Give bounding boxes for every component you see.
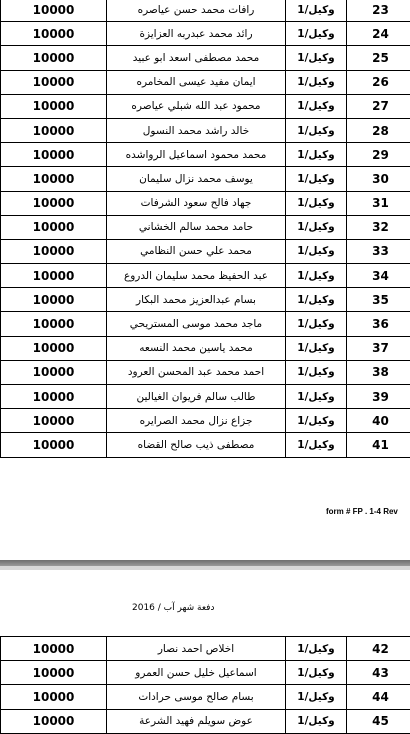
amount-cell: 10000 xyxy=(1,336,107,360)
status-cell: وكيل/1 xyxy=(286,46,347,70)
number-cell: 25 xyxy=(347,46,410,70)
amount-cell: 10000 xyxy=(1,288,107,312)
status-cell: وكيل/1 xyxy=(286,685,347,709)
name-cell: يوسف محمد نزال سليمان xyxy=(107,167,286,191)
number-cell: 37 xyxy=(347,336,410,360)
number-cell: 26 xyxy=(347,70,410,94)
amount-cell: 10000 xyxy=(1,409,107,433)
table-row xyxy=(1,0,410,22)
table-row xyxy=(1,167,410,191)
name-cell: طالب سالم فريوان الغيالين xyxy=(107,385,286,409)
table-row xyxy=(1,433,410,457)
table-body xyxy=(1,637,410,734)
table-row xyxy=(1,360,410,384)
status-cell: وكيل/1 xyxy=(286,288,347,312)
name-cell: عبد الحفيظ محمد سليمان الدروع xyxy=(107,264,286,288)
number-cell: 41 xyxy=(347,433,410,457)
amount-cell: 10000 xyxy=(1,215,107,239)
table-row xyxy=(1,191,410,215)
status-cell: وكيل/1 xyxy=(286,239,347,263)
batch-label: دفعة شهر آب / 2016 xyxy=(132,603,215,613)
beneficiaries-table-page-2 xyxy=(0,636,410,734)
status-cell: وكيل/1 xyxy=(286,409,347,433)
name-cell: محمد محمود اسماعيل الرواشده xyxy=(107,143,286,167)
number-cell: 44 xyxy=(347,685,410,709)
number-cell: 38 xyxy=(347,360,410,384)
status-cell: وكيل/1 xyxy=(286,385,347,409)
amount-cell: 10000 xyxy=(1,709,107,733)
amount-cell: 10000 xyxy=(1,685,107,709)
number-cell: 34 xyxy=(347,264,410,288)
amount-cell: 10000 xyxy=(1,360,107,384)
amount-cell: 10000 xyxy=(1,167,107,191)
amount-cell: 10000 xyxy=(1,385,107,409)
status-cell: وكيل/1 xyxy=(286,215,347,239)
table-row xyxy=(1,70,410,94)
form-reference: form # FP . 1-4 Rev xyxy=(326,507,398,516)
status-cell: وكيل/1 xyxy=(286,143,347,167)
name-cell: اخلاص احمد نصار xyxy=(107,637,286,661)
status-cell: وكيل/1 xyxy=(286,118,347,142)
name-cell: مصطفى ذيب صالح القضاه xyxy=(107,433,286,457)
table-row xyxy=(1,94,410,118)
status-cell: وكيل/1 xyxy=(286,0,347,22)
amount-cell: 10000 xyxy=(1,46,107,70)
number-cell: 27 xyxy=(347,94,410,118)
name-cell: بسام عبدالعزيز محمد البكار xyxy=(107,288,286,312)
number-cell: 28 xyxy=(347,118,410,142)
number-cell: 30 xyxy=(347,167,410,191)
amount-cell: 10000 xyxy=(1,312,107,336)
amount-cell: 10000 xyxy=(1,264,107,288)
number-cell: 31 xyxy=(347,191,410,215)
name-cell: عوض سويلم فهيد الشرعة xyxy=(107,709,286,733)
table-row xyxy=(1,288,410,312)
amount-cell: 10000 xyxy=(1,0,107,22)
amount-cell: 10000 xyxy=(1,661,107,685)
status-cell: وكيل/1 xyxy=(286,167,347,191)
number-cell: 32 xyxy=(347,215,410,239)
status-cell: وكيل/1 xyxy=(286,709,347,733)
table-row xyxy=(1,215,410,239)
table-row xyxy=(1,336,410,360)
table-row xyxy=(1,385,410,409)
status-cell: وكيل/1 xyxy=(286,637,347,661)
name-cell: خالد راشد محمد النسول xyxy=(107,118,286,142)
status-cell: وكيل/1 xyxy=(286,661,347,685)
status-cell: وكيل/1 xyxy=(286,433,347,457)
status-cell: وكيل/1 xyxy=(286,94,347,118)
table-row xyxy=(1,637,410,661)
table-row xyxy=(1,661,410,685)
number-cell: 40 xyxy=(347,409,410,433)
amount-cell: 10000 xyxy=(1,70,107,94)
name-cell: محمد علي حسن النظامي xyxy=(107,239,286,263)
number-cell: 36 xyxy=(347,312,410,336)
number-cell: 24 xyxy=(347,22,410,46)
table-row xyxy=(1,22,410,46)
name-cell: اسماعيل خليل حسن العمرو xyxy=(107,661,286,685)
name-cell: ايمان مفيد عيسى المخامره xyxy=(107,70,286,94)
name-cell: ماجد محمد موسى المستريحي xyxy=(107,312,286,336)
table-row xyxy=(1,264,410,288)
number-cell: 43 xyxy=(347,661,410,685)
table-row xyxy=(1,118,410,142)
page-separator-shadow xyxy=(0,566,410,570)
table-row xyxy=(1,685,410,709)
name-cell: محمود عبد الله شبلي عياصره xyxy=(107,94,286,118)
table-body xyxy=(1,0,410,457)
name-cell: رافات محمد حسن عياصره xyxy=(107,0,286,22)
table-row xyxy=(1,239,410,263)
amount-cell: 10000 xyxy=(1,143,107,167)
status-cell: وكيل/1 xyxy=(286,264,347,288)
number-cell: 35 xyxy=(347,288,410,312)
name-cell: حامد محمد سالم الخشاني xyxy=(107,215,286,239)
amount-cell: 10000 xyxy=(1,22,107,46)
status-cell: وكيل/1 xyxy=(286,336,347,360)
name-cell: احمد محمد عبد المحسن العرود xyxy=(107,360,286,384)
name-cell: محمد ياسين محمد النسعه xyxy=(107,336,286,360)
name-cell: جزاع نزال محمد الصرايره xyxy=(107,409,286,433)
status-cell: وكيل/1 xyxy=(286,312,347,336)
number-cell: 23 xyxy=(347,0,410,22)
status-cell: وكيل/1 xyxy=(286,22,347,46)
name-cell: رائد محمد عبدربه العزايزة xyxy=(107,22,286,46)
amount-cell: 10000 xyxy=(1,433,107,457)
number-cell: 45 xyxy=(347,709,410,733)
name-cell: جهاد فالح سعود الشرفات xyxy=(107,191,286,215)
amount-cell: 10000 xyxy=(1,118,107,142)
amount-cell: 10000 xyxy=(1,239,107,263)
status-cell: وكيل/1 xyxy=(286,360,347,384)
table-row xyxy=(1,312,410,336)
amount-cell: 10000 xyxy=(1,637,107,661)
amount-cell: 10000 xyxy=(1,94,107,118)
number-cell: 42 xyxy=(347,637,410,661)
number-cell: 33 xyxy=(347,239,410,263)
table-row xyxy=(1,409,410,433)
number-cell: 39 xyxy=(347,385,410,409)
amount-cell: 10000 xyxy=(1,191,107,215)
status-cell: وكيل/1 xyxy=(286,191,347,215)
table-row xyxy=(1,143,410,167)
name-cell: بسام صالح موسى حرادات xyxy=(107,685,286,709)
number-cell: 29 xyxy=(347,143,410,167)
name-cell: محمد مصطفى اسعد ابو عبيد xyxy=(107,46,286,70)
status-cell: وكيل/1 xyxy=(286,70,347,94)
table-row xyxy=(1,46,410,70)
